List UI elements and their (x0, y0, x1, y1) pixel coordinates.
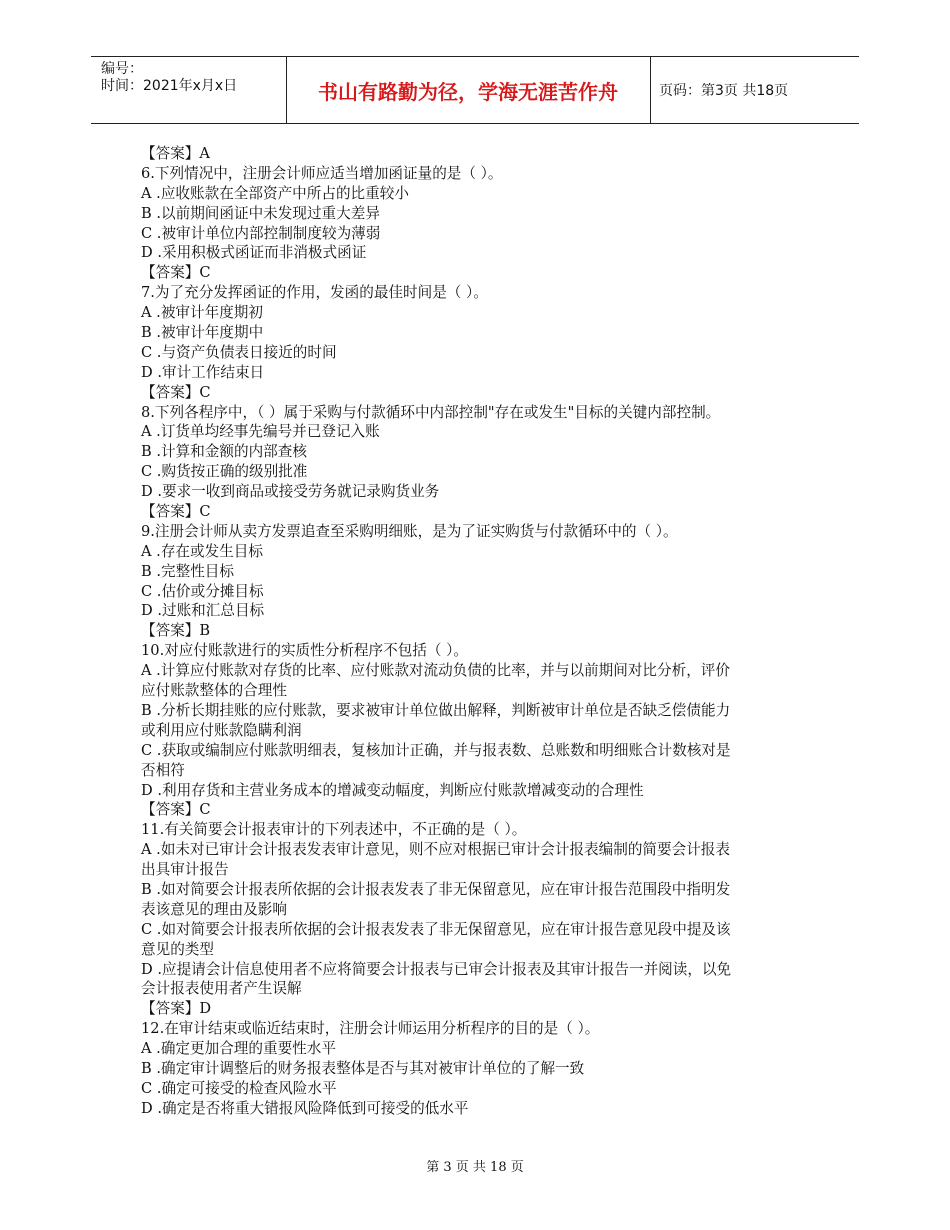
text-line: A .确定更加合理的重要性水平 (141, 1040, 336, 1058)
document-body (141, 144, 801, 1119)
text-line: D .应提请会计信息使用者不应将简要会计报表与已审会计报表及其审计报告一并阅读，以免 (141, 960, 732, 978)
text-line: B .确定审计调整后的财务报表整体是否与其对被审计单位的了解一致 (141, 1059, 585, 1077)
text-line: 【答案】C (141, 383, 211, 401)
text-line: 出具审计报告 (141, 861, 229, 879)
text-line: C .确定可接受的检查风险水平 (141, 1079, 337, 1097)
text-line: D .要求一收到商品或接受劳务就记录购货业务 (141, 483, 440, 501)
header-motto: 书山有路勤为径，学海无涯苦作舟 (318, 79, 618, 104)
text-line: 【答案】C (141, 801, 211, 819)
text-line: 【答案】C (141, 264, 211, 282)
text-line: A .如未对已审计会计报表发表审计意见，则不应对根据已审计会计报表编制的简要会计报表 (141, 841, 730, 859)
text-line: 10.对应付账款进行的实质性分析程序不包括（ ）。 (141, 642, 469, 660)
text-line: B .分析长期挂账的应付账款，要求被审计单位做出解释，判断被审计单位是否缺乏偿债能力 (141, 701, 731, 719)
text-line: 6.下列情况中，注册会计师应适当增加函证量的是（ ）。 (141, 164, 503, 182)
text-line: C .购货按正确的级别批准 (141, 463, 308, 481)
header-page-number: 页码：第3页 共18页 (659, 83, 789, 99)
text-line: C .估价或分摊目标 (141, 582, 264, 600)
text-line: A .订货单均经事先编号并已登记入账 (141, 423, 380, 441)
text-line: B .如对简要会计报表所依据的会计报表发表了非无保留意见，应在审计报告范围段中指明发 (141, 880, 731, 898)
text-line: D .确定是否将重大错报风险降低到可接受的低水平 (141, 1099, 469, 1117)
text-line: A .应收账款在全部资产中所占的比重较小 (141, 184, 409, 202)
text-line: D .审计工作结束日 (141, 363, 265, 381)
text-line: C .被审计单位内部控制制度较为薄弱 (141, 224, 381, 242)
text-line: 8.下列各程序中，（ ）属于采购与付款循环中内部控制"存在或发生"目标的关键内部控制。 (141, 403, 721, 421)
text-line: 表该意见的理由及影响 (141, 900, 287, 918)
text-line: C .与资产负债表日接近的时间 (141, 343, 337, 361)
text-line: 应付账款整体的合理性 (141, 682, 287, 700)
text-line: 【答案】D (141, 1000, 212, 1018)
text-line: B .完整性目标 (141, 562, 234, 580)
header-meta (101, 61, 286, 95)
text-line: B .计算和金额的内部查核 (141, 443, 307, 461)
text-line: D .采用积极式函证而非消极式函证 (141, 244, 367, 262)
text-line: 会计报表使用者产生误解 (141, 980, 302, 998)
text-line: 12.在审计结束或临近结束时，注册会计师运用分析程序的目的是（ ）。 (141, 1020, 600, 1038)
page-footer: 第 3 页 共 18 页 (426, 1160, 524, 1175)
text-line: 7.为了充分发挥函证的作用，发函的最佳时间是（ ）。 (141, 284, 488, 302)
document-number-label: 编号： (101, 61, 143, 77)
text-line: 或利用应付账款隐瞒利润 (141, 721, 302, 739)
text-line: A .存在或发生目标 (141, 542, 263, 560)
text-line: 否相符 (141, 761, 185, 779)
text-line: B .被审计年度期中 (141, 324, 264, 342)
text-line: D .利用存货和主营业务成本的增减变动幅度，判断应付账款增减变动的合理性 (141, 781, 644, 799)
page-header (91, 56, 859, 124)
text-line: 9.注册会计师从卖方发票追查至采购明细账，是为了证实购货与付款循环中的（ ）。 (141, 522, 678, 540)
text-line: 11.有关简要会计报表审计的下列表述中，不正确的是（ ）。 (141, 821, 527, 839)
text-line: 【答案】C (141, 503, 211, 521)
text-line: D .过账和汇总目标 (141, 602, 265, 620)
header-divider-right (650, 57, 651, 123)
document-time-label: 时间：2021年x月x日 (101, 78, 238, 94)
text-line: 【答案】B (141, 622, 211, 640)
text-line: A .被审计年度期初 (141, 304, 263, 322)
text-line: 意见的类型 (141, 940, 214, 958)
text-line: A .计算应付账款对存货的比率、应付账款对流动负债的比率，并与以前期间对比分析，评价 (141, 662, 730, 680)
text-line: B .以前期间函证中未发现过重大差异 (141, 204, 380, 222)
text-line: 【答案】A (141, 145, 210, 162)
text-line: C .如对简要会计报表所依据的会计报表发表了非无保留意见，应在审计报告意见段中提及该 (141, 920, 731, 938)
text-line: C .获取或编制应付账款明细表，复核加计正确，并与报表数、总账数和明细账合计数核对是 (141, 741, 731, 759)
